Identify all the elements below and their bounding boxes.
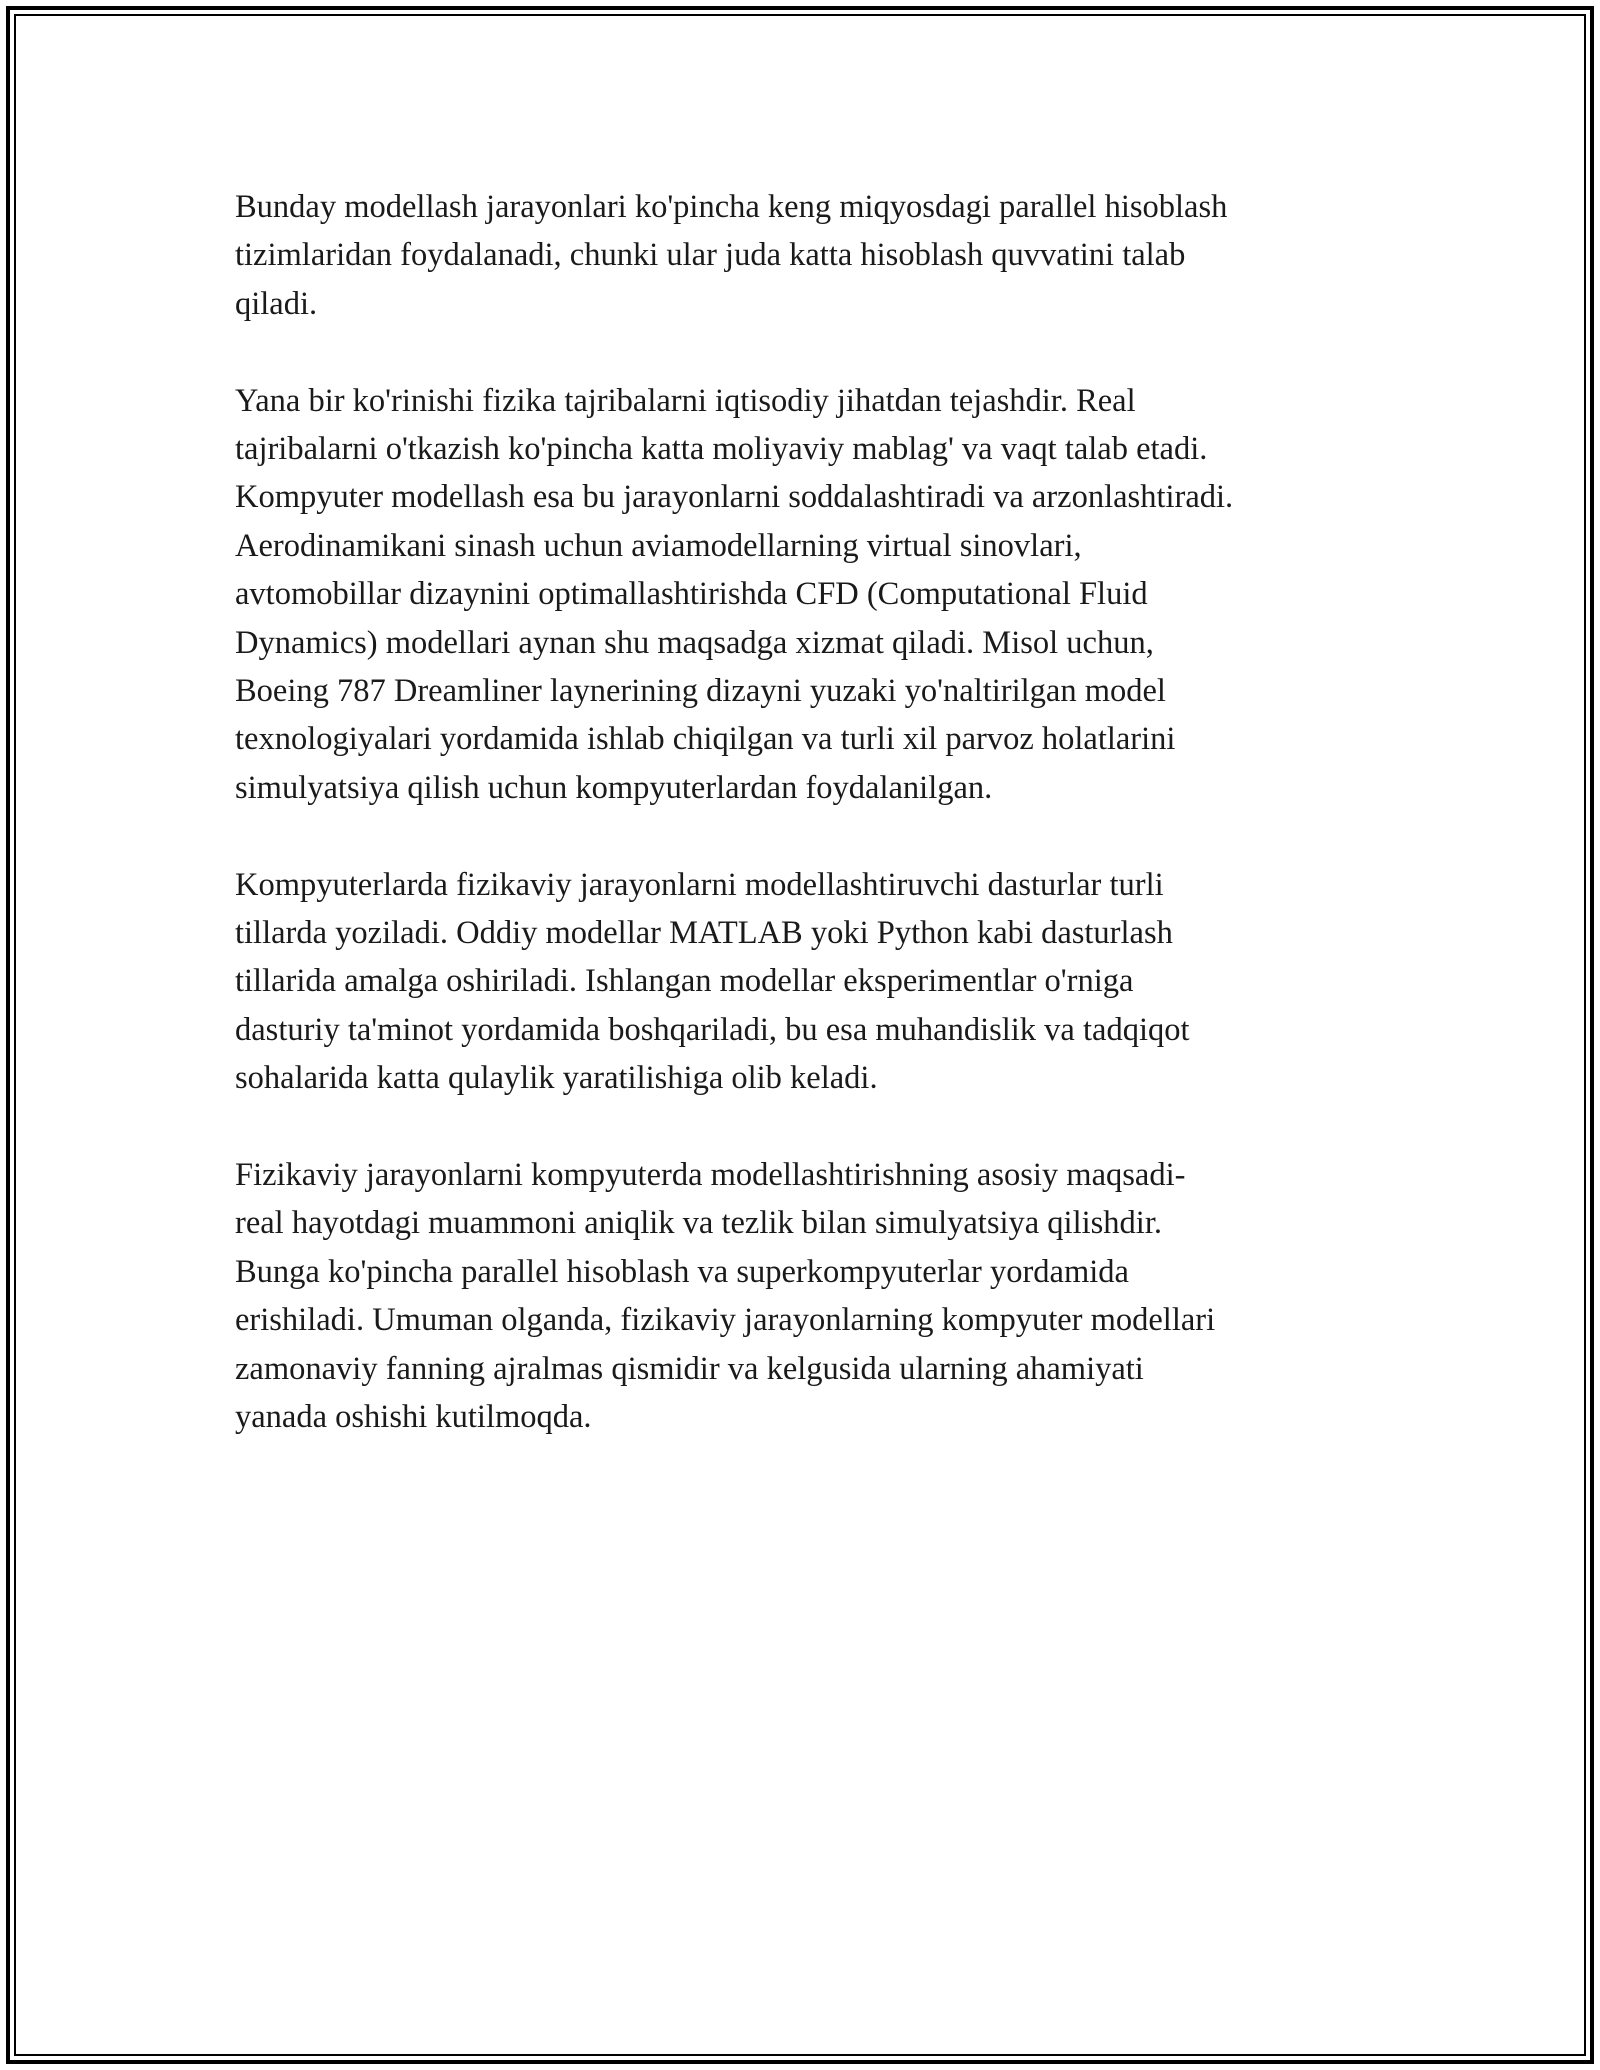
text-line: real hayotdagi muammoni aniqlik va tezlik bilan simulyatsiya qilishdir. <box>235 1205 1162 1242</box>
text-line: Fizikaviy jarayonlarni kompyuterda modellashtirishning asosiy maqsadi- <box>235 1157 1186 1194</box>
text-line: Bunday modellash jarayonlari ko'pincha keng miqyosdagi parallel hisoblash <box>235 189 1228 225</box>
paragraph-4 <box>235 1151 1365 1441</box>
text-line: Kompyuterlarda fizikaviy jarayonlarni modellashtiruvchi dasturlar turli <box>235 866 1164 903</box>
text-line: erishiladi. Umuman olganda, fizikaviy jarayonlarning kompyuter modellari <box>235 1302 1216 1339</box>
text-line: Aerodinamikani sinash uchun aviamodellarning virtual sinovlari, <box>235 527 1082 564</box>
text-line: sohalarida katta qulaylik yaratilishiga olib keladi. <box>235 1060 878 1097</box>
text-line: zamonaviy fanning ajralmas qismidir va kelgusida ularning ahamiyati <box>235 1350 1144 1387</box>
paragraph-2 <box>235 377 1365 813</box>
paragraph-3 <box>235 861 1365 1103</box>
text-line: tillarda yoziladi. Oddiy modellar MATLAB yoki Python kabi dasturlash <box>235 915 1173 952</box>
text-line: Kompyuter modellash esa bu jarayonlarni soddalashtiradi va arzonlashtiradi. <box>235 479 1234 516</box>
text-line: avtomobillar dizaynini optimallashtirishda CFD (Computational Fluid <box>235 576 1148 613</box>
text-line: Yana bir ko'rinishi fizika tajribalarni iqtisodiy jihatdan tejashdir. Real <box>235 382 1136 419</box>
text-line: simulyatsiya qilish uchun kompyuterlardan foydalanilgan. <box>235 769 993 806</box>
text-line: Dynamics) modellari aynan shu maqsadga xizmat qiladi. Misol uchun, <box>235 624 1154 661</box>
document-body <box>235 183 1365 1490</box>
text-line: qiladi. <box>235 285 318 322</box>
text-line: yanada oshishi kutilmoqda. <box>235 1399 592 1436</box>
text-line: tajribalarni o'tkazish ko'pincha katta moliyaviy mablag' va vaqt talab etadi. <box>235 431 1208 468</box>
text-line: tizimlaridan foydalanadi, chunki ular juda katta hisoblash quvvatini talab <box>235 237 1186 274</box>
text-line: texnologiyalari yordamida ishlab chiqilgan va turli xil parvoz holatlarini <box>235 721 1176 758</box>
text-line: tillarida amalga oshiriladi. Ishlangan modellar eksperimentlar o'rniga <box>235 963 1134 1000</box>
text-line: Boeing 787 Dreamliner laynerining dizayni yuzaki yo'naltirilgan model <box>235 673 1166 710</box>
text-line: dasturiy ta'minot yordamida boshqariladi, bu esa muhandislik va tadqiqot <box>235 1011 1190 1048</box>
paragraph-1 <box>235 183 1365 328</box>
text-line: Bunga ko'pincha parallel hisoblash va superkompyuterlar yordamida <box>235 1253 1129 1290</box>
